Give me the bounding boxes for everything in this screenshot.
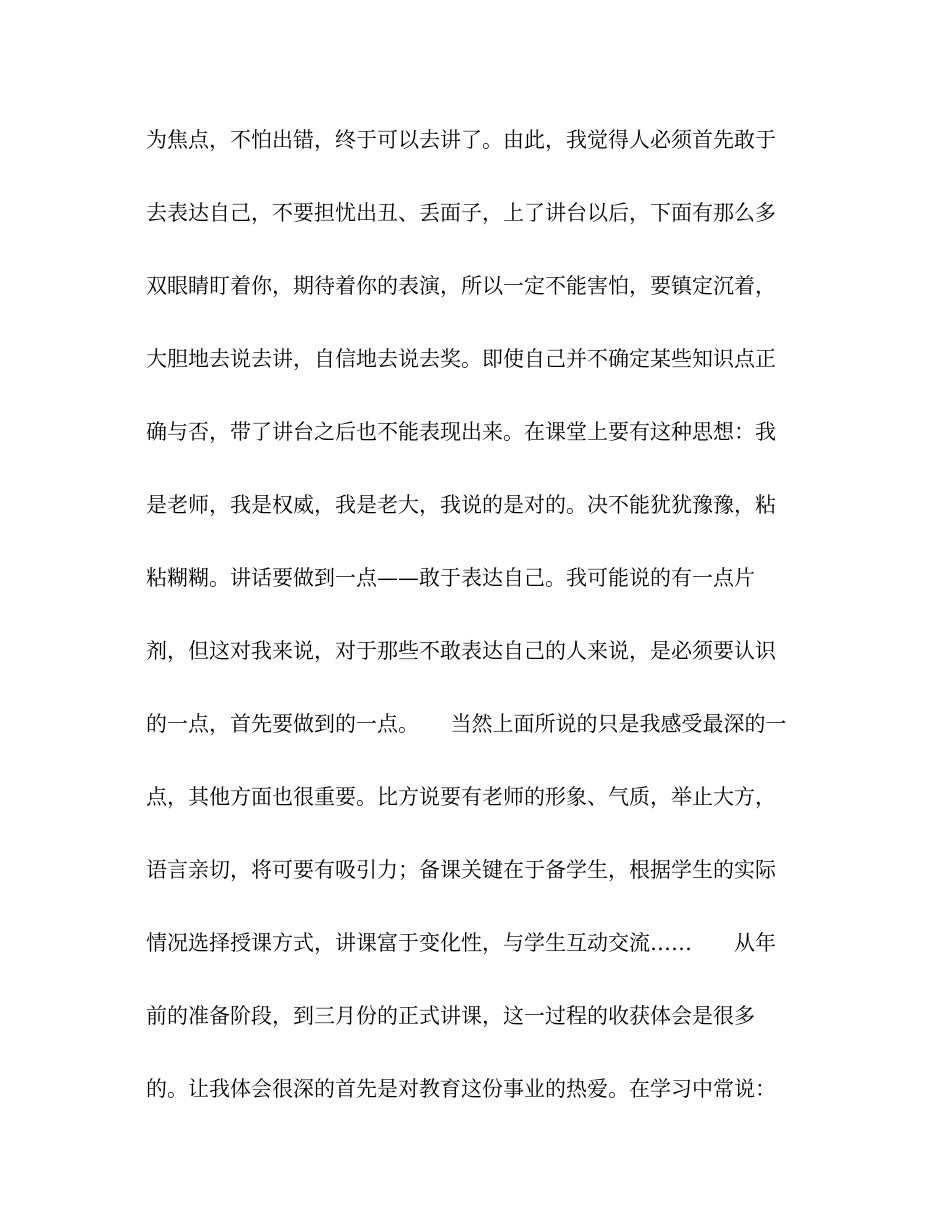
- text-line-2: 去表达自己，不要担忧出丑、丢面子，上了讲台以后，下面有那么多: [146, 201, 776, 225]
- text-line-7: 粘糊糊。讲话要做到一点——敢于表达自己。我可能说的有一点片: [146, 566, 755, 590]
- text-line-9: 的一点，首先要做到的一点。 当然上面所说的只是我感受最深的一: [146, 712, 787, 736]
- text-line-6: 是老师，我是权威，我是老大，我说的是对的。决不能犹犹豫豫，粘: [146, 493, 776, 517]
- text-line-10: 点，其他方面也很重要。比方说要有老师的形象、气质，举止大方，: [146, 785, 776, 809]
- text-line-14: 的。让我体会很深的首先是对教育这份事业的热爱。在学习中常说：: [146, 1077, 776, 1101]
- text-line-11: 语言亲切，将可要有吸引力；备课关键在于备学生，根据学生的实际: [146, 858, 776, 882]
- text-line-1: 为焦点，不怕出错，终于可以去讲了。由此，我觉得人必须首先敢于: [146, 128, 776, 152]
- text-line-13: 前的准备阶段，到三月份的正式讲课，这一过程的收获体会是很多: [146, 1004, 755, 1028]
- text-line-5: 确与否，带了讲台之后也不能表现出来。在课堂上要有这种思想：我: [146, 420, 776, 444]
- text-line-3: 双眼睛盯着你，期待着你的表演，所以一定不能害怕，要镇定沉着，: [146, 274, 776, 298]
- text-line-4: 大胆地去说去讲，自信地去说去奖。即使自己并不确定某些知识点正: [146, 347, 776, 371]
- text-line-12: 情况选择授课方式，讲课富于变化性，与学生互动交流…… 从年: [146, 931, 776, 955]
- text-line-8: 剂，但这对我来说，对于那些不敢表达自己的人来说，是必须要认识: [146, 639, 776, 663]
